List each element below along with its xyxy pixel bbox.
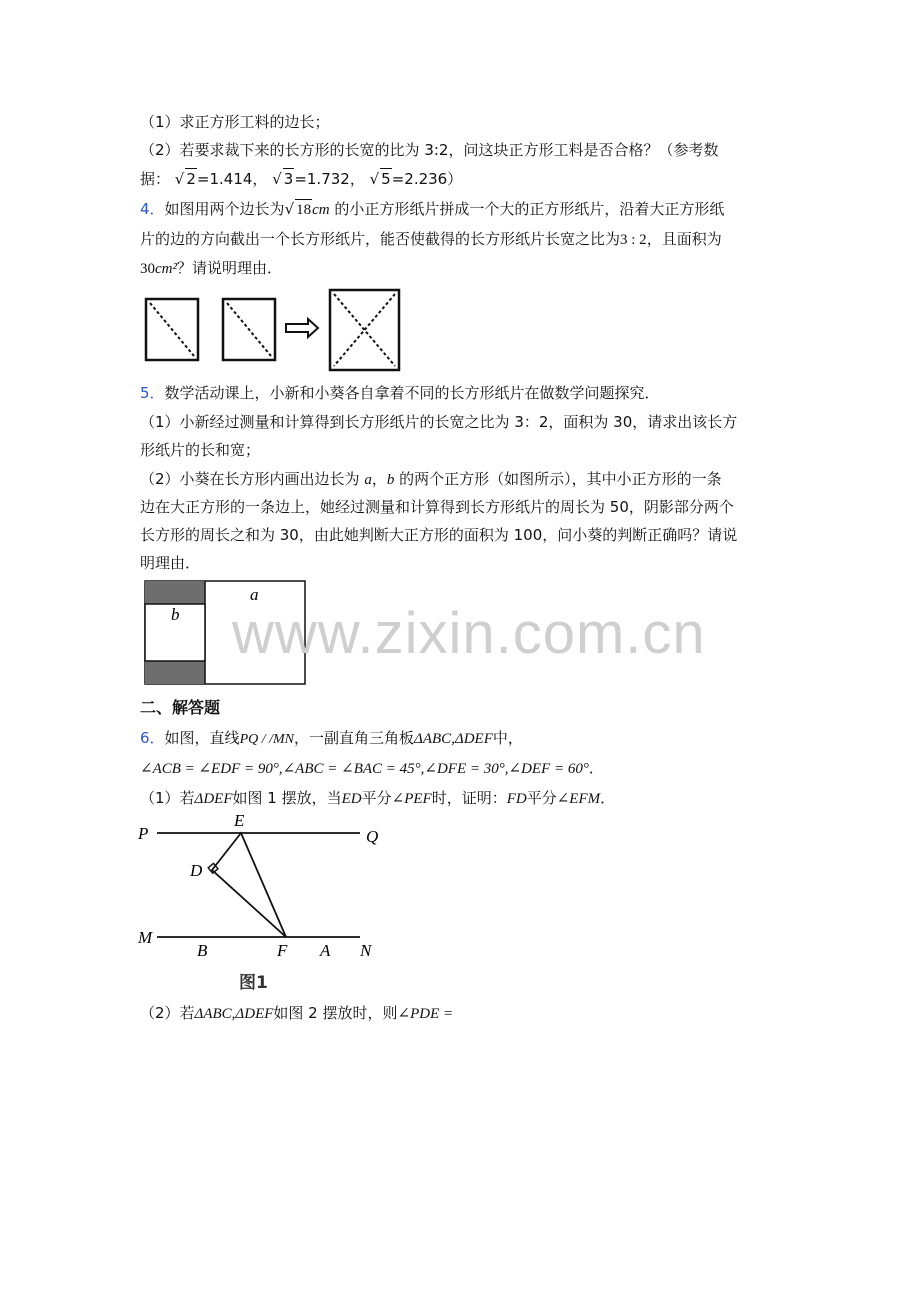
q6-1-b: 如图 1 摆放，当 [232,789,342,807]
q6-parallel: PQ / /MN [239,732,295,747]
q5-line4 [140,469,722,490]
q5-line3: 形纸片的长和宽； [140,441,261,459]
sqrt2-value: =1.414， [196,170,268,188]
q4-text-a: 如图用两个边长为 [164,200,285,218]
label-d: D [190,861,203,880]
small-square-2-diagonal [227,303,271,356]
q3-part2: （2）若要求裁下来的长方形的长宽的比为 3:2，问这块正方形工料是否合格？（参考数 [140,141,719,159]
q6-number: 6． [140,729,165,747]
label-m: M [138,928,153,947]
small-square-1-diagonal [150,303,194,356]
q6-text-a: 如图，直线 [164,729,240,747]
label-b: B [197,941,208,960]
q6-angles: ∠ACB = ∠EDF = 90°,∠ABC = ∠BAC = 45°,∠DFE = 30°,∠DEF = 60° [140,761,589,777]
q6-line1 [140,728,523,750]
q4-sqrt18: 18 [295,199,312,220]
q4-line2 [140,229,722,250]
q4-line1: 4．如图用两个边长为√ 18cm 的小正方形纸片拼成一个大的正方形纸片，沿着大正方形纸 [140,200,725,218]
sqrt2: √ 2 [174,170,196,188]
q6-line2 [140,758,604,779]
label-p: P [138,824,149,843]
figure-caption: 图1 [239,973,268,993]
q6-1-d: 时，证明： [431,789,507,807]
q5-text-d2: 的两个正方形（如图所示），其中小正方形的一条 [394,470,722,488]
q6-text-c: 中， [492,729,523,747]
q5-var-b: b [386,472,395,488]
q6-2-a: （2）若 [140,1004,195,1022]
q5-line2: （1）小新经过测量和计算得到长方形纸片的长宽之比为 3：2，面积为 30，请求出该长方 [140,413,738,431]
q4-text-b: 的小正方形纸片拼成一个大的正方形纸片，沿着大正方形纸 [334,200,725,218]
q5-text-a: 数学活动课上，小新和小葵各自拿着不同的长方形纸片在做数学问题探究． [164,384,660,402]
triangle-def [212,833,286,937]
section-heading: 二、解答题 [140,698,221,717]
q6-2-pde: ∠PDE = [397,1006,454,1022]
q6-part1 [140,788,615,809]
sqrt5-value: =2.236） [391,170,463,188]
q6-1-e: 平分 [526,789,557,807]
q6-2-tri: ΔABC,ΔDEF [194,1006,274,1022]
arrow-right-icon [286,319,318,337]
q4-unit: cm [312,202,330,218]
label-b: b [171,605,180,624]
q6-1-f: ． [600,789,616,807]
q6-1-def: ΔDEF [194,791,233,807]
q3-reference-data [140,168,462,189]
q5-line1 [140,383,660,403]
q6-part2 [140,1003,453,1024]
q5-var-a: a [364,472,372,488]
q5-number: 5． [140,384,165,402]
q5-line5: 边在大正方形的一条边上，她经过测量和计算得到长方形纸片的周长为 50，阴影部分两个 [140,498,734,516]
big-square-diagonal-1 [334,294,395,366]
q6-1-efm: ∠EFM [556,791,601,807]
q6-1-ed: ED [341,791,362,807]
watermark: www.zixin.com.cn [232,601,706,666]
q6-angles-end: ． [588,759,604,777]
q4-area: 30 [140,261,155,277]
q6-text-b: ，一副直角三角板 [294,729,415,747]
shaded-bottom [145,661,205,684]
q4-text-c: 片的边的方向截出一个长方形纸片，能否使截得的长方形纸片长宽之比为 [140,230,621,248]
q4-ratio: 3 : 2 [620,232,647,248]
sqrt3-value: =1.732， [294,170,365,188]
q6-1-c: 平分 [361,789,392,807]
q5-sep: ， [371,470,387,488]
q5-line6: 长方形的周长之和为 30，由此她判断大正方形的面积为 100，问小葵的判断正确吗？请说 [140,526,738,544]
sqrt5: √ 5 [369,170,391,188]
label-n: N [360,941,372,960]
shaded-top [145,581,205,604]
q4-number: 4． [140,200,165,218]
q4-area-unit: cm² [155,261,177,277]
q6-triangles: ΔABC,ΔDEF [414,731,493,747]
q6-1-fd: FD [506,791,527,807]
q6-1-a: （1）若 [140,789,195,807]
label-a: A [320,941,331,960]
q6-2-b: 如图 2 摆放时，则 [273,1004,398,1022]
q5-line7: 明理由． [140,554,201,572]
label-a: a [250,585,259,604]
q6-1-pef: ∠PEF [391,791,432,807]
q6-figure [135,812,395,994]
q3-part1: （1）求正方形工料的边长； [140,113,330,131]
big-square-diagonal-2 [334,294,395,366]
q5-text-d1: （2）小葵在长方形内画出边长为 [140,470,365,488]
q4-figure [140,286,410,374]
sqrt3: √ 3 [272,170,294,188]
q4-text-d: ，且面积为 [646,230,722,248]
q4-text-e: ？请说明理由． [177,259,283,277]
ref-prefix: 据： [140,170,171,188]
label-q: Q [366,827,379,846]
label-e: E [234,812,245,830]
label-f: F [277,941,288,960]
q4-line3 [140,258,282,279]
